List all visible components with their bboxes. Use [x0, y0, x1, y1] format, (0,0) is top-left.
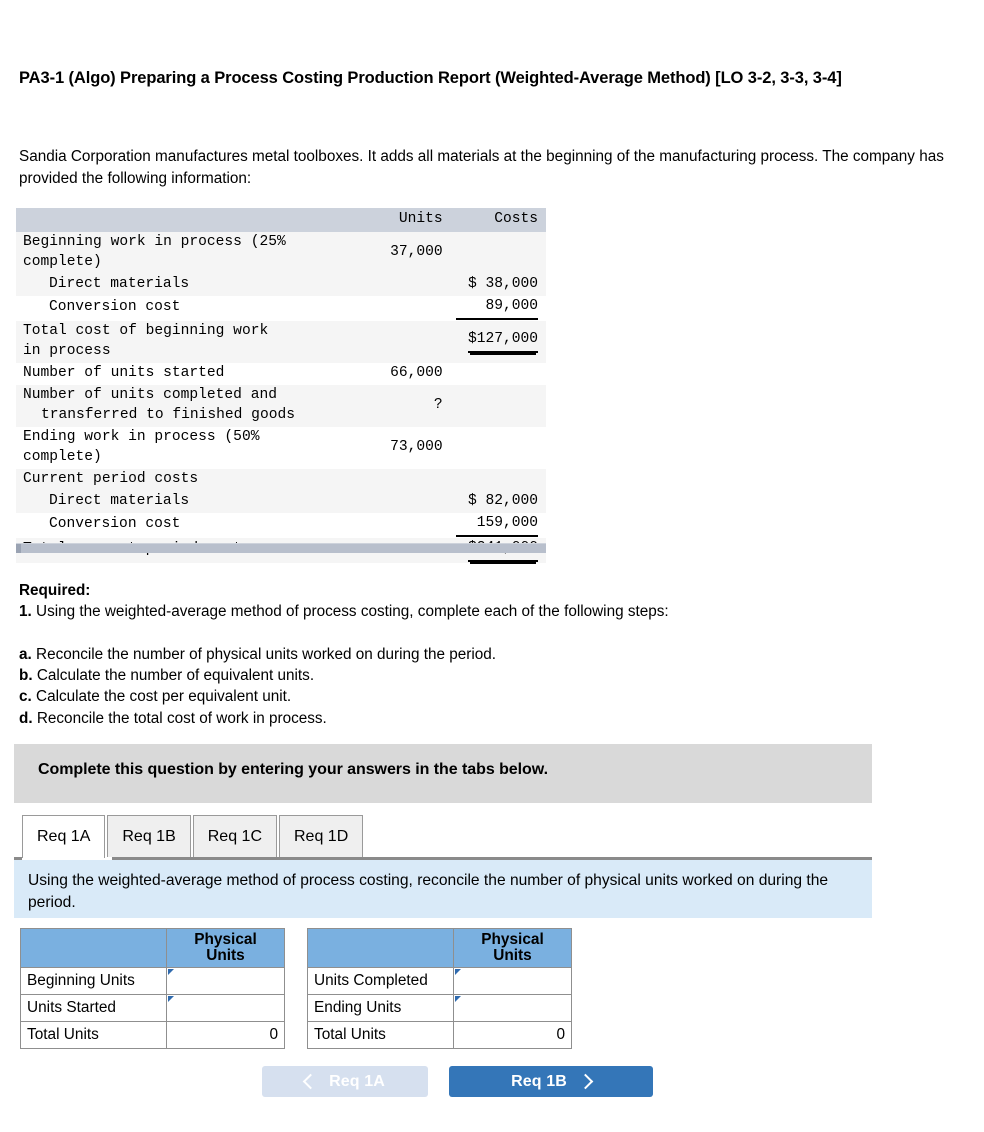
left-header-line2: Units	[206, 947, 245, 964]
row-label-units-completed	[16, 385, 356, 427]
input-beginning-units[interactable]	[167, 968, 285, 995]
table-row-ending-wip	[16, 427, 546, 469]
table-row-units-completed	[16, 385, 546, 427]
row-value-dm2-units	[356, 491, 446, 513]
table-row	[308, 968, 572, 995]
answer-right-header-blank	[308, 929, 454, 968]
row-value-cc1-units	[356, 296, 446, 321]
cell-marker-icon	[168, 969, 174, 975]
left-header-line1: Physical	[194, 930, 257, 948]
row-value-cc2-units	[356, 513, 446, 538]
row-value-cc2-cost	[447, 513, 546, 538]
table-row-conversion-cost-2	[16, 513, 546, 538]
row-value-total-bwip-cost	[447, 321, 546, 363]
page-title: PA3-1 (Algo) Preparing a Process Costing Production Report (Weighted-Average Method) [LO 3-2, 3-3, 3-4]	[19, 69, 842, 87]
sub-item-d-text: Reconcile the total cost of work in process.	[32, 709, 327, 727]
table-row-beginning-wip	[16, 232, 546, 274]
complete-question-banner	[14, 744, 872, 803]
required-sub-item-a	[19, 645, 879, 665]
cc2-underlined-value: 159,000	[456, 514, 538, 537]
row-value-dm2-cost: $ 82,000	[447, 491, 546, 513]
answer-right-header-row	[308, 929, 572, 968]
row-label-conversion-cost-1: Conversion cost	[49, 299, 181, 316]
table-row-current-period-costs	[16, 469, 546, 491]
row-value-units-completed-cost	[447, 385, 546, 427]
required-spacer	[19, 623, 879, 644]
right-header-line2: Units	[493, 947, 532, 964]
next-requirement-button[interactable]	[449, 1066, 653, 1097]
required-sub-item-b	[19, 666, 879, 686]
answer-grid	[20, 928, 572, 1049]
beginning-wip-line2: complete)	[23, 253, 102, 270]
answer-right-header-physical-units	[454, 929, 572, 968]
required-sub-item-d	[19, 709, 879, 729]
sub-item-b-number: b.	[19, 667, 33, 685]
prev-requirement-button[interactable]	[262, 1066, 428, 1097]
input-units-completed[interactable]	[454, 968, 572, 995]
table-row	[21, 968, 285, 995]
answer-right-label-ending-units: Ending Units	[308, 995, 454, 1022]
row-label-current-period-costs: Current period costs	[16, 469, 356, 491]
requirement-instruction-text: Using the weighted-average method of process costing, reconcile the number of physical units worked on during the period.	[28, 872, 829, 911]
tab-req-1a[interactable]: Req 1A	[22, 815, 105, 858]
answer-left-header-row	[21, 929, 285, 968]
required-item-1	[19, 602, 879, 622]
table-row	[21, 1022, 285, 1049]
question-intro-text: Sandia Corporation manufactures metal toolboxes. It adds all materials at the beginning of the manufacturing process. The company has provided the following information:	[19, 148, 944, 187]
table-row-direct-materials-1	[16, 274, 546, 296]
row-label-beginning-wip	[16, 232, 356, 274]
table-row	[308, 1022, 572, 1049]
row-value-dm1-units	[356, 274, 446, 296]
table-row-total-beginning-wip	[16, 321, 546, 363]
answer-left-label-total-units: Total Units	[21, 1022, 167, 1049]
answer-left-total-units-value: 0	[167, 1022, 285, 1049]
row-value-ending-wip-cost	[447, 427, 546, 469]
prev-requirement-label: Req 1A	[329, 1072, 385, 1090]
required-block	[19, 581, 879, 729]
row-label-direct-materials-1: Direct materials	[16, 274, 356, 296]
chevron-left-icon	[303, 1074, 319, 1090]
required-heading: Required:	[19, 582, 91, 599]
row-value-units-started-cost	[447, 363, 546, 385]
row-value-dm1-cost: $ 38,000	[447, 274, 546, 296]
table-row	[21, 995, 285, 1022]
row-label-units-started: Number of units started	[23, 364, 225, 381]
row-value-cc1-cost	[447, 296, 546, 321]
complete-question-banner-text: Complete this question by entering your answers in the tabs below.	[38, 761, 548, 778]
sub-item-c-number: c.	[19, 688, 32, 706]
units-completed-line1: Number of units completed and	[23, 386, 277, 403]
row-value-ending-wip-units: 73,000	[390, 438, 443, 455]
table-row	[308, 995, 572, 1022]
tab-req-1c[interactable]: Req 1C	[193, 815, 277, 858]
cell-marker-icon	[455, 969, 461, 975]
table-row-conversion-cost-1	[16, 296, 546, 321]
table-row-direct-materials-2	[16, 491, 546, 513]
answer-right-label-units-completed: Units Completed	[308, 968, 454, 995]
row-label-conversion-cost-2: Conversion cost	[49, 516, 181, 533]
row-label-ending-wip	[16, 427, 356, 469]
sub-item-d-number: d.	[19, 709, 33, 727]
right-header-line1: Physical	[481, 930, 544, 948]
data-col-blank	[16, 208, 356, 232]
answer-table-left	[20, 928, 285, 1049]
next-requirement-label: Req 1B	[511, 1072, 567, 1090]
answer-right-total-units-value: 0	[454, 1022, 572, 1049]
row-value-units-completed: ?	[356, 385, 446, 427]
ending-wip-line2: complete)	[23, 448, 102, 465]
total-bwip-line2: in process	[23, 342, 111, 359]
row-value-current-costs-cost	[447, 469, 546, 491]
row-value-beginning-wip-cost	[447, 232, 546, 274]
row-label-total-beginning-wip	[16, 321, 356, 363]
input-ending-units[interactable]	[454, 995, 572, 1022]
answer-left-header-blank	[21, 929, 167, 968]
requirement-navigation	[262, 1066, 653, 1097]
answer-left-header-physical-units	[167, 929, 285, 968]
cell-marker-icon	[455, 996, 461, 1002]
answer-right-label-total-units: Total Units	[308, 1022, 454, 1049]
cc1-underlined-value: 89,000	[456, 297, 538, 320]
answer-table-right	[307, 928, 572, 1049]
required-sub-item-c	[19, 687, 879, 707]
row-value-units-started: 66,000	[390, 364, 443, 381]
requirement-instruction-panel	[14, 860, 872, 918]
ending-wip-line1: Ending work in process (50%	[23, 428, 260, 445]
input-units-started[interactable]	[167, 995, 285, 1022]
required-item-1-number: 1.	[19, 603, 32, 621]
row-value-total-bwip-units	[356, 321, 446, 363]
sub-item-c-text: Calculate the cost per equivalent unit.	[31, 688, 292, 706]
chevron-right-icon	[578, 1074, 594, 1090]
row-value-beginning-wip-units: 37,000	[356, 232, 446, 274]
cell-marker-icon	[168, 996, 174, 1002]
tab-req-1b[interactable]: Req 1B	[107, 815, 190, 858]
table-horizontal-scrollbar[interactable]	[16, 543, 546, 553]
sub-item-b-text: Calculate the number of equivalent units.	[32, 667, 315, 685]
answer-grid-spacer	[285, 928, 307, 1049]
answer-left-label-beginning-units: Beginning Units	[21, 968, 167, 995]
row-value-current-costs-units	[356, 469, 446, 491]
required-item-1-text: Using the weighted-average method of process costing, complete each of the following steps:	[31, 603, 669, 621]
row-label-direct-materials-2: Direct materials	[16, 491, 356, 513]
sub-item-a-text: Reconcile the number of physical units worked on during the period.	[31, 645, 497, 663]
answer-left-label-units-started: Units Started	[21, 995, 167, 1022]
data-table-header-row	[16, 208, 546, 232]
data-col-costs: Costs	[447, 208, 546, 232]
data-col-units: Units	[356, 208, 446, 232]
table-row-units-started	[16, 363, 546, 385]
tab-req-1d[interactable]: Req 1D	[279, 815, 363, 858]
requirement-tabs	[22, 814, 365, 858]
given-data-table	[16, 208, 546, 563]
sub-item-a-number: a.	[19, 645, 32, 663]
total-bwip-underlined-value: $127,000	[468, 330, 538, 353]
units-completed-line2: transferred to finished goods	[41, 406, 295, 423]
beginning-wip-line1: Beginning work in process (25%	[23, 233, 286, 250]
total-bwip-line1: Total cost of beginning work	[23, 322, 269, 339]
